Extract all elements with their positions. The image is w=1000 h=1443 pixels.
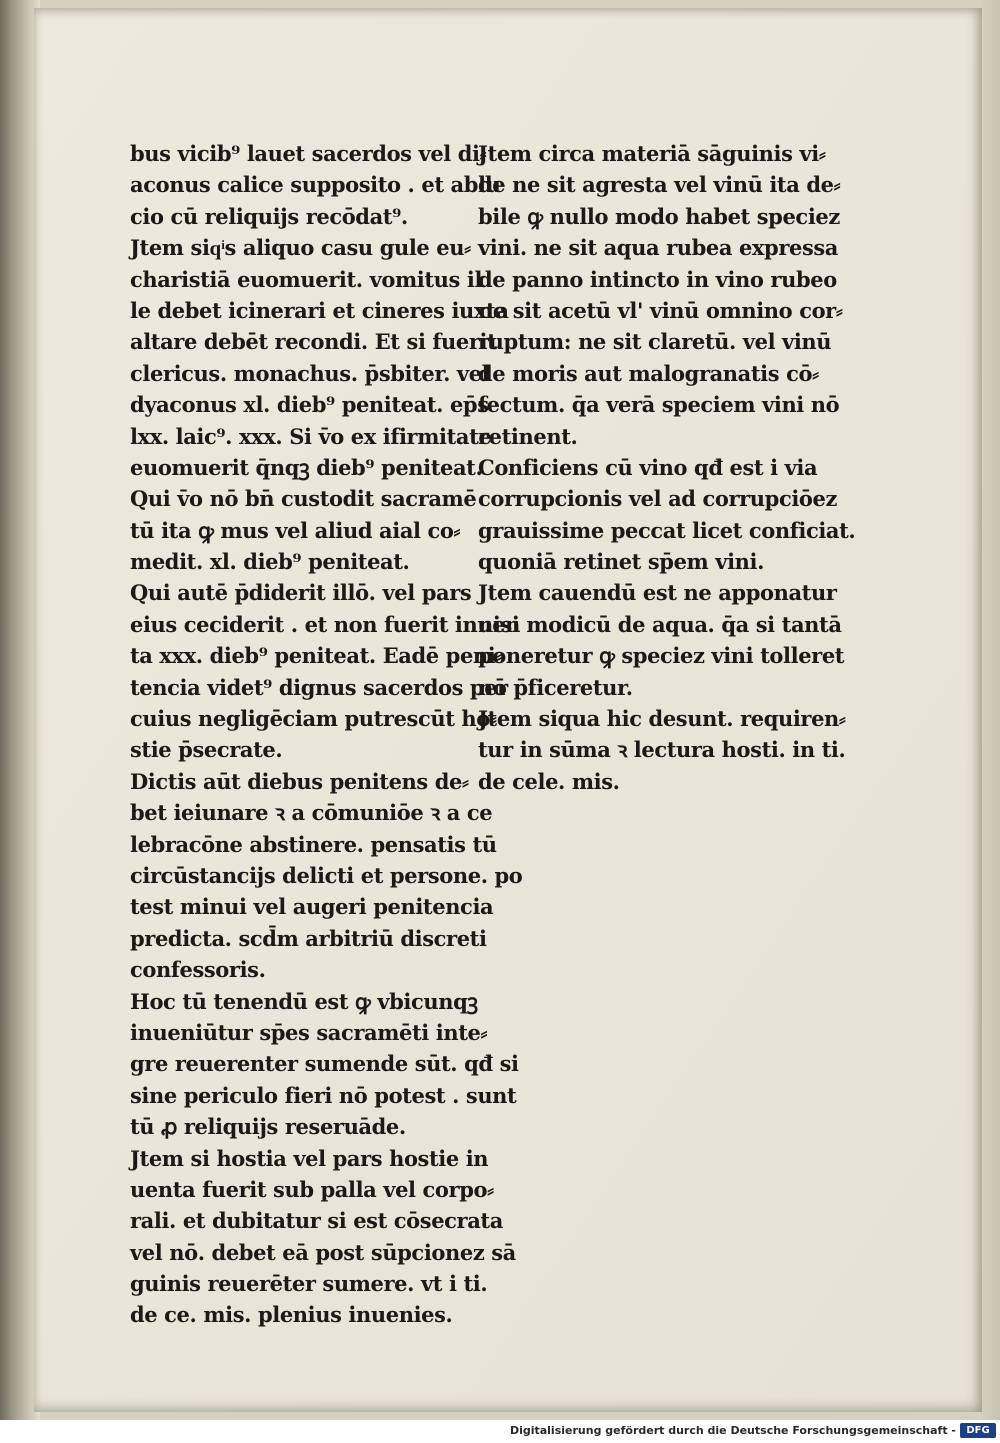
text-line: sine periculo fieri nō potest . sunt [130,1082,517,1108]
text-line: ta xxx. dieb⁹ peniteat. Eadē peni⸗ [130,643,502,669]
text-line: rali. et dubitatur si est cōsecrata [130,1208,503,1234]
text-line: poneretur ꝙ speciez vini tolleret [478,643,845,669]
text-line: uenta fuerit sub palla vel corpo⸗ [130,1176,494,1202]
footer-bar [0,1420,1000,1443]
text-line: eius ceciderit . et non fuerit inuen [130,611,521,637]
text-line: Dictis aūt diebus penitens de⸗ [130,768,469,794]
text-line: bile ꝙ nullo modo habet speciez [478,203,840,229]
text-line: cuius negligēciam putrescūt ho⸗ [130,706,497,732]
text-line: stie p̄secrate. [130,737,283,763]
text-line: circūstancijs delicti et persone. po [130,862,523,888]
text-line: tū ꝓ reliquijs reseruāde. [130,1114,406,1140]
text-line: gre reuerenter sumende sūt. qđ si [130,1051,519,1077]
text-line: bus vicib⁹ lauet sacerdos vel di⸗ [130,141,487,166]
text-line: altare debēt recondi. Et si fuerit [130,329,497,355]
text-line: le debet icinerari et cineres iuxta [130,297,509,323]
text-line: grauissime peccat licet conficiat. [478,517,856,543]
text-line: corrupcionis vel ad corrupciōez [478,486,838,512]
text-line: Qui v̄o nō bn̄ custodit sacramē [130,486,477,512]
text-line: Conficiens cū vino qđ est i via [478,454,818,480]
text-line: tencia videt⁹ dignus sacerdos per [130,674,508,700]
text-line: Jtem siqua hic desunt. requiren⸗ [478,706,846,732]
text-line: inueniūtur sp̄es sacramēti inte⸗ [130,1019,488,1045]
funding-credit: Digitalisierung gefördert durch die Deutsche Forschungsgemeinschaft - [509,1424,956,1437]
text-line: lxx. laic⁹. xxx. Si v̄o ex ifirmitate [130,423,492,449]
text-line: quoniā retinet sp̄em vini. [478,549,764,575]
text-line: charistiā euomuerit. vomitus il [130,266,483,292]
text-line: confessoris. [130,957,266,983]
text-line: tū ita ꝙ mus vel aliud aial co⸗ [130,517,461,543]
text-line: clericus. monachus. p̄sbiter. vel [130,360,490,386]
text-line: tur in sūma ꝛ lectura hosti. in ti. [478,737,846,763]
left-text-column [130,138,523,1331]
text-line: vel nō. debet eā post sūpcionez sā [130,1239,516,1265]
text-line: nō p̄ficeretur. [478,674,633,700]
text-line: Hoc tū tenendū est ꝙ vbicunqꝫ [130,988,478,1014]
text-line: medit. xl. dieb⁹ peniteat. [130,549,410,575]
text-line: bet ieiunare ꝛ a cōmuniōe ꝛ a ce [130,800,493,826]
text-line: ne sit acetū vl' vinū omnino cor⸗ [478,297,843,323]
text-line: nisi modicū de aqua. q̄a si tantā [478,611,842,637]
text-line: Jtem circa materiā sāguinis vi⸗ [478,141,826,166]
text-line: euomuerit q̄nqꝫ dieb⁹ peniteat. [130,454,483,480]
dfg-logo: DFG [960,1423,996,1438]
text-line: Jtem cauendū est ne apponatur [478,580,837,606]
text-line: de ne sit agresta vel vinū ita de⸗ [478,172,841,198]
text-line: dyaconus xl. dieb⁹ peniteat. ep̄s [130,392,489,418]
text-line: Qui autē p̄diderit illō. vel pars [130,580,472,606]
text-line: retinent. [478,423,578,449]
text-line: ruptum: ne sit claretū. vel vinū [478,329,832,355]
right-text-column [478,138,856,797]
text-line: cio cū reliquijs recōdat⁹. [130,203,408,229]
text-line: aconus calice supposito . et ablu [130,172,501,198]
text-line: predicta. scd̄m arbitriū discreti [130,925,487,951]
text-line: de ce. mis. plenius inuenies. [130,1302,453,1328]
text-line: guinis reuerēter sumere. vt i ti. [130,1271,488,1297]
text-line: fectum. q̄a verā speciem vini nō [478,392,840,418]
text-line: de moris aut malogranatis cō⸗ [478,360,819,386]
text-line: de cele. mis. [478,768,620,794]
text-line: de panno intincto in vino rubeo [478,266,837,292]
text-line: lebracōne abstinere. pensatis tū [130,831,497,857]
text-line: Jtem siqͥs aliquo casu gule eu⸗ [130,235,471,261]
text-line: test minui vel augeri penitencia [130,894,494,920]
text-line: vini. ne sit aqua rubea expressa [478,235,839,261]
text-line: Jtem si hostia vel pars hostie in [130,1145,489,1171]
